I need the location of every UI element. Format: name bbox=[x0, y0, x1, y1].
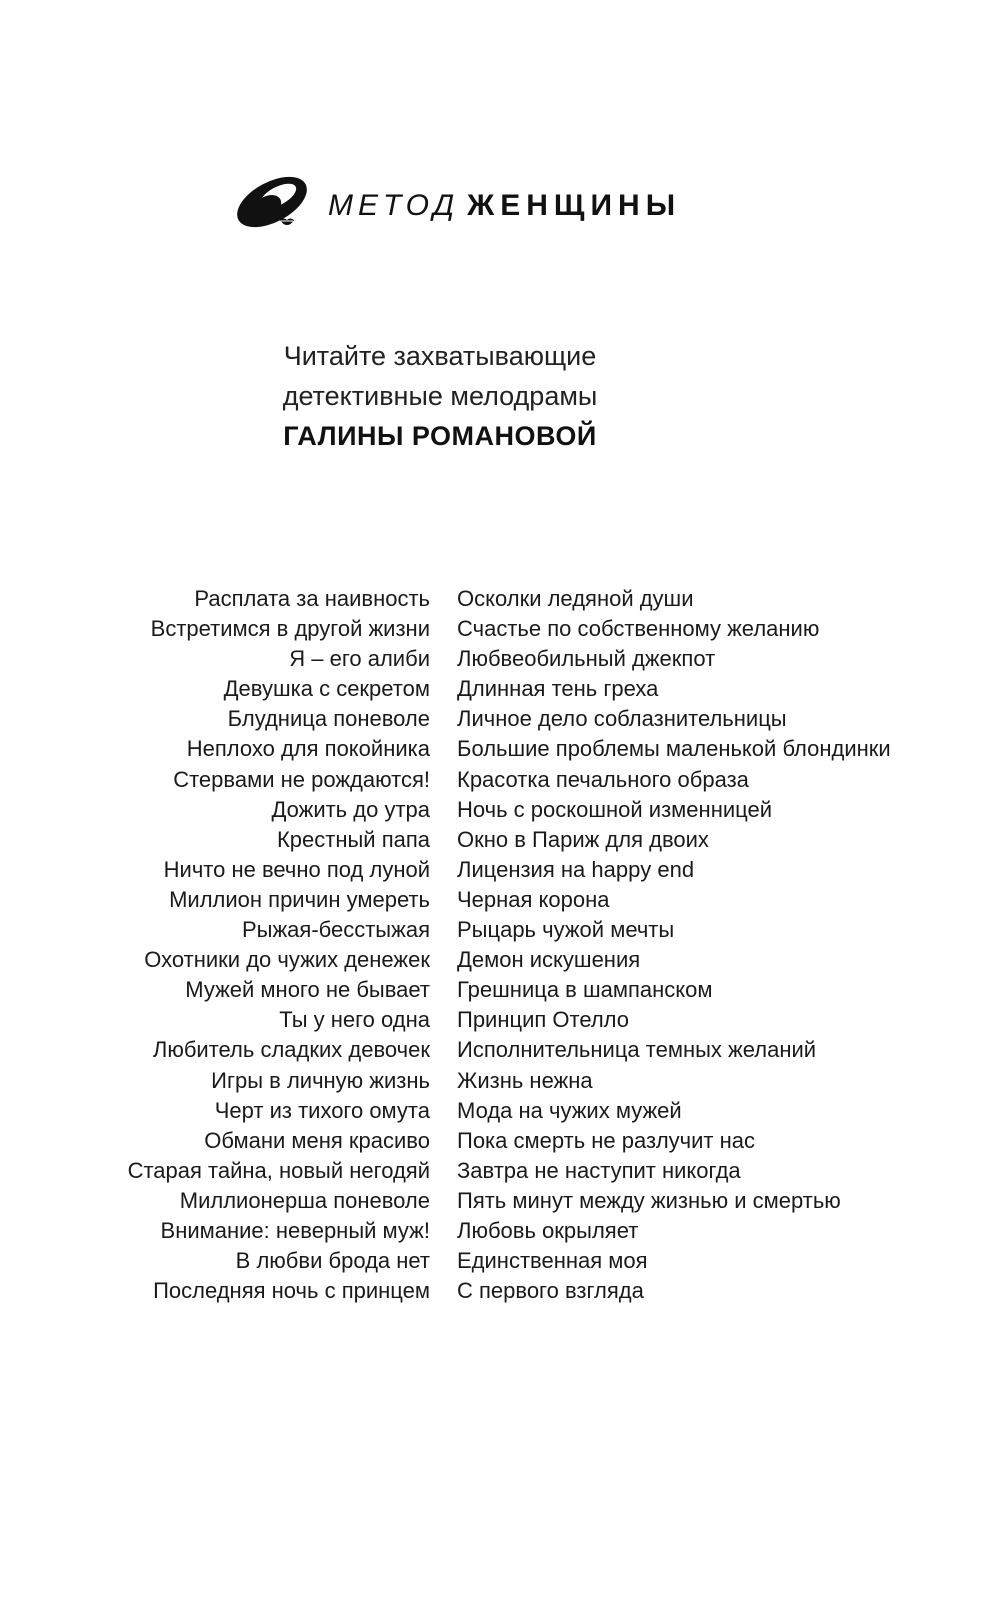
book-title: Девушка с секретом bbox=[223, 676, 430, 702]
book-title: Счастье по собственному желанию bbox=[457, 616, 820, 642]
book-title: Жизнь нежна bbox=[457, 1067, 593, 1093]
book-title: Завтра не наступит никогда bbox=[457, 1157, 741, 1183]
book-title: В любви брода нет bbox=[235, 1248, 430, 1274]
book-title: Я – его алиби bbox=[289, 646, 430, 672]
book-title: Личное дело соблазнительницы bbox=[457, 706, 787, 732]
book-title: Последняя ночь с принцем bbox=[153, 1278, 430, 1304]
book-title: Черная корона bbox=[457, 886, 610, 912]
book-title: С первого взгляда bbox=[457, 1278, 644, 1304]
book-title: Красотка печального образа bbox=[457, 766, 749, 792]
intro-line-1: Читайте захватывающие bbox=[283, 341, 597, 371]
book-title: Рыцарь чужой мечты bbox=[457, 917, 675, 943]
book-title: Обмани меня красиво bbox=[204, 1127, 430, 1153]
intro-block bbox=[0, 336, 880, 456]
series-logo bbox=[232, 168, 681, 240]
book-title: Крестный папа bbox=[276, 826, 430, 852]
book-titles-left-column bbox=[0, 584, 430, 1306]
book-title: Неплохо для покойника bbox=[186, 736, 430, 762]
book-title: Любитель сладких девочек bbox=[152, 1037, 430, 1063]
book-titles-right-column bbox=[457, 584, 1000, 1306]
book-title: Принцип Отелло bbox=[457, 1007, 630, 1033]
series-word-light: МЕТОД bbox=[328, 189, 460, 222]
book-title: Пять минут между жизнью и смертью bbox=[457, 1187, 841, 1213]
book-title: Внимание: неверный муж! bbox=[160, 1217, 430, 1243]
book-title: Старая тайна, новый негодяй bbox=[127, 1157, 430, 1183]
book-title: Мужей много не бывает bbox=[185, 977, 430, 1003]
book-title: Стервами не рождаются! bbox=[173, 766, 430, 792]
hat-lips-logo-icon bbox=[232, 168, 318, 240]
book-title: Расплата за наивность bbox=[194, 586, 430, 611]
book-title: Ночь с роскошной изменницей bbox=[457, 796, 773, 822]
book-title: Исполнительница темных желаний bbox=[457, 1037, 817, 1063]
book-title: Демон искушения bbox=[457, 947, 641, 973]
book-title: Любвеобильный джекпот bbox=[457, 646, 716, 672]
intro-line-2: детективные мелодрамы bbox=[282, 381, 598, 411]
author-name: ГАЛИНЫ РОМАНОВОЙ bbox=[283, 421, 597, 451]
book-title: Единственная моя bbox=[457, 1248, 648, 1274]
book-title: Ты у него одна bbox=[279, 1007, 430, 1033]
book-title: Пока смерть не разлучит нас bbox=[457, 1127, 755, 1153]
book-title: Миллион причин умереть bbox=[169, 886, 430, 912]
book-title: Грешница в шампанском bbox=[457, 977, 713, 1003]
book-title: Блудница поневоле bbox=[227, 706, 430, 732]
book-title: Дожить до утра bbox=[271, 796, 430, 822]
book-title: Миллионерша поневоле bbox=[179, 1187, 430, 1213]
book-title: Охотники до чужих денежек bbox=[144, 947, 430, 973]
book-title: Осколки ледяной души bbox=[457, 586, 694, 611]
book-title: Окно в Париж для двоих bbox=[457, 826, 709, 852]
book-title: Встретимся в другой жизни bbox=[150, 616, 430, 642]
book-title: Игры в личную жизнь bbox=[211, 1067, 430, 1093]
book-title: Длинная тень греха bbox=[457, 676, 659, 702]
series-name bbox=[328, 189, 681, 223]
book-title: Рыжая-бесстыжая bbox=[241, 917, 430, 943]
book-title: Ничто не вечно под луной bbox=[163, 856, 430, 882]
book-title: Большие проблемы маленькой блондинки bbox=[457, 736, 891, 762]
book-title: Мода на чужих мужей bbox=[457, 1097, 682, 1123]
book-title: Любовь окрыляет bbox=[457, 1217, 639, 1243]
series-word-bold: ЖЕНЩИНЫ bbox=[467, 189, 682, 222]
book-title: Лицензия на happy end bbox=[457, 856, 695, 882]
book-title: Черт из тихого омута bbox=[214, 1097, 430, 1123]
